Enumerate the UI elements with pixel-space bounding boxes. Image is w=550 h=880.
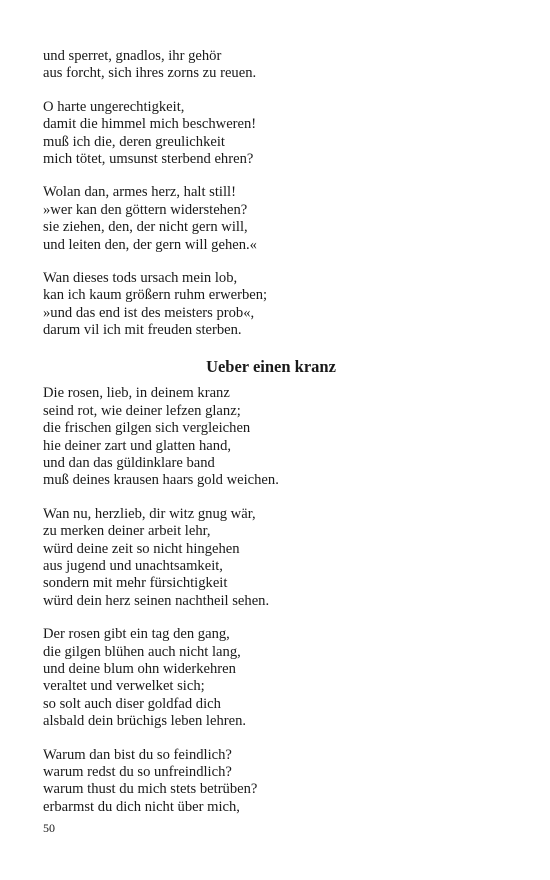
verse-line: kan ich kaum größern ruhm erwerben; (43, 287, 268, 304)
stanza (43, 747, 513, 817)
verse-line: darum vil ich mit freuden sterben. (43, 322, 242, 339)
verse-line: Wan dieses tods ursach mein lob, (43, 269, 238, 286)
verse-line: warum thust du mich stets betrüben? (43, 781, 258, 798)
verse-line: zu merken deiner arbeit lehr, (43, 523, 211, 540)
verse-line: und dan das güldinklare band (43, 455, 215, 472)
stanza (43, 626, 513, 730)
verse-line: und deine blum ohn widerkehren (43, 660, 236, 677)
verse-line: seind rot, wie deiner lefzen glanz; (43, 402, 241, 419)
poem-continuation (43, 48, 513, 339)
verse-line: O harte ungerechtigkeit, (43, 98, 185, 115)
verse-line: mich tötet, umsunst sterbend ehren? (43, 150, 254, 167)
verse-line: so solt auch diser goldfad dich (43, 695, 221, 712)
verse-line: die frischen gilgen sich vergleichen (43, 420, 251, 437)
verse-line: Der rosen gibt ein tag den gang, (43, 626, 230, 643)
poem-body (43, 385, 513, 816)
verse-line: sondern mit mehr fürsichtigkeit (43, 575, 228, 592)
verse-line: Die rosen, lieb, in deinem kranz (43, 385, 230, 402)
verse-line: würd dein herz seinen nachtheil sehen. (43, 592, 270, 609)
verse-line: erbarmst du dich nicht über mich, (43, 798, 240, 815)
page-body (43, 48, 513, 832)
stanza (43, 184, 513, 254)
verse-line: »und das end ist des meisters prob«, (43, 304, 255, 321)
page-number: 50 (43, 821, 55, 835)
verse-line: und leiten den, der gern will gehen.« (43, 236, 257, 253)
verse-line: und sperret, gnadlos, ihr gehör (43, 48, 222, 64)
verse-line: »wer kan den göttern widerstehen? (43, 201, 248, 218)
verse-line: hie deiner zart und glatten hand, (43, 437, 232, 454)
verse-line: würd deine zeit so nicht hingehen (43, 540, 240, 557)
poem-title: Ueber einen kranz (206, 357, 336, 377)
verse-line: die gilgen blühen auch nicht lang, (43, 643, 241, 660)
verse-line: muß ich die, deren greulichkeit (43, 133, 225, 150)
verse-line: warum redst du so unfreindlich? (43, 763, 232, 780)
stanza (43, 385, 513, 489)
stanza (43, 270, 513, 340)
verse-line: damit die himmel mich beschweren! (43, 116, 257, 133)
verse-line: veraltet und verwelket sich; (43, 678, 205, 695)
verse-line: sie ziehen, den, der nicht gern will, (43, 219, 248, 236)
verse-line: aus jugend und unachtsamkeit, (43, 557, 223, 574)
verse-line: aus forcht, sich ihres zorns zu reuen. (43, 65, 257, 82)
verse-line: Wolan dan, armes herz, halt still! (43, 184, 236, 201)
verse-line: alsbald dein brüchigs leben lehren. (43, 713, 247, 730)
stanza (43, 99, 513, 169)
stanza (43, 48, 513, 83)
verse-line: Wan nu, herzlieb, dir witz gnug wär, (43, 505, 256, 522)
stanza (43, 506, 513, 610)
verse-line: muß deines krausen haars gold weichen. (43, 472, 279, 489)
verse-line: Warum dan bist du so feindlich? (43, 746, 232, 763)
